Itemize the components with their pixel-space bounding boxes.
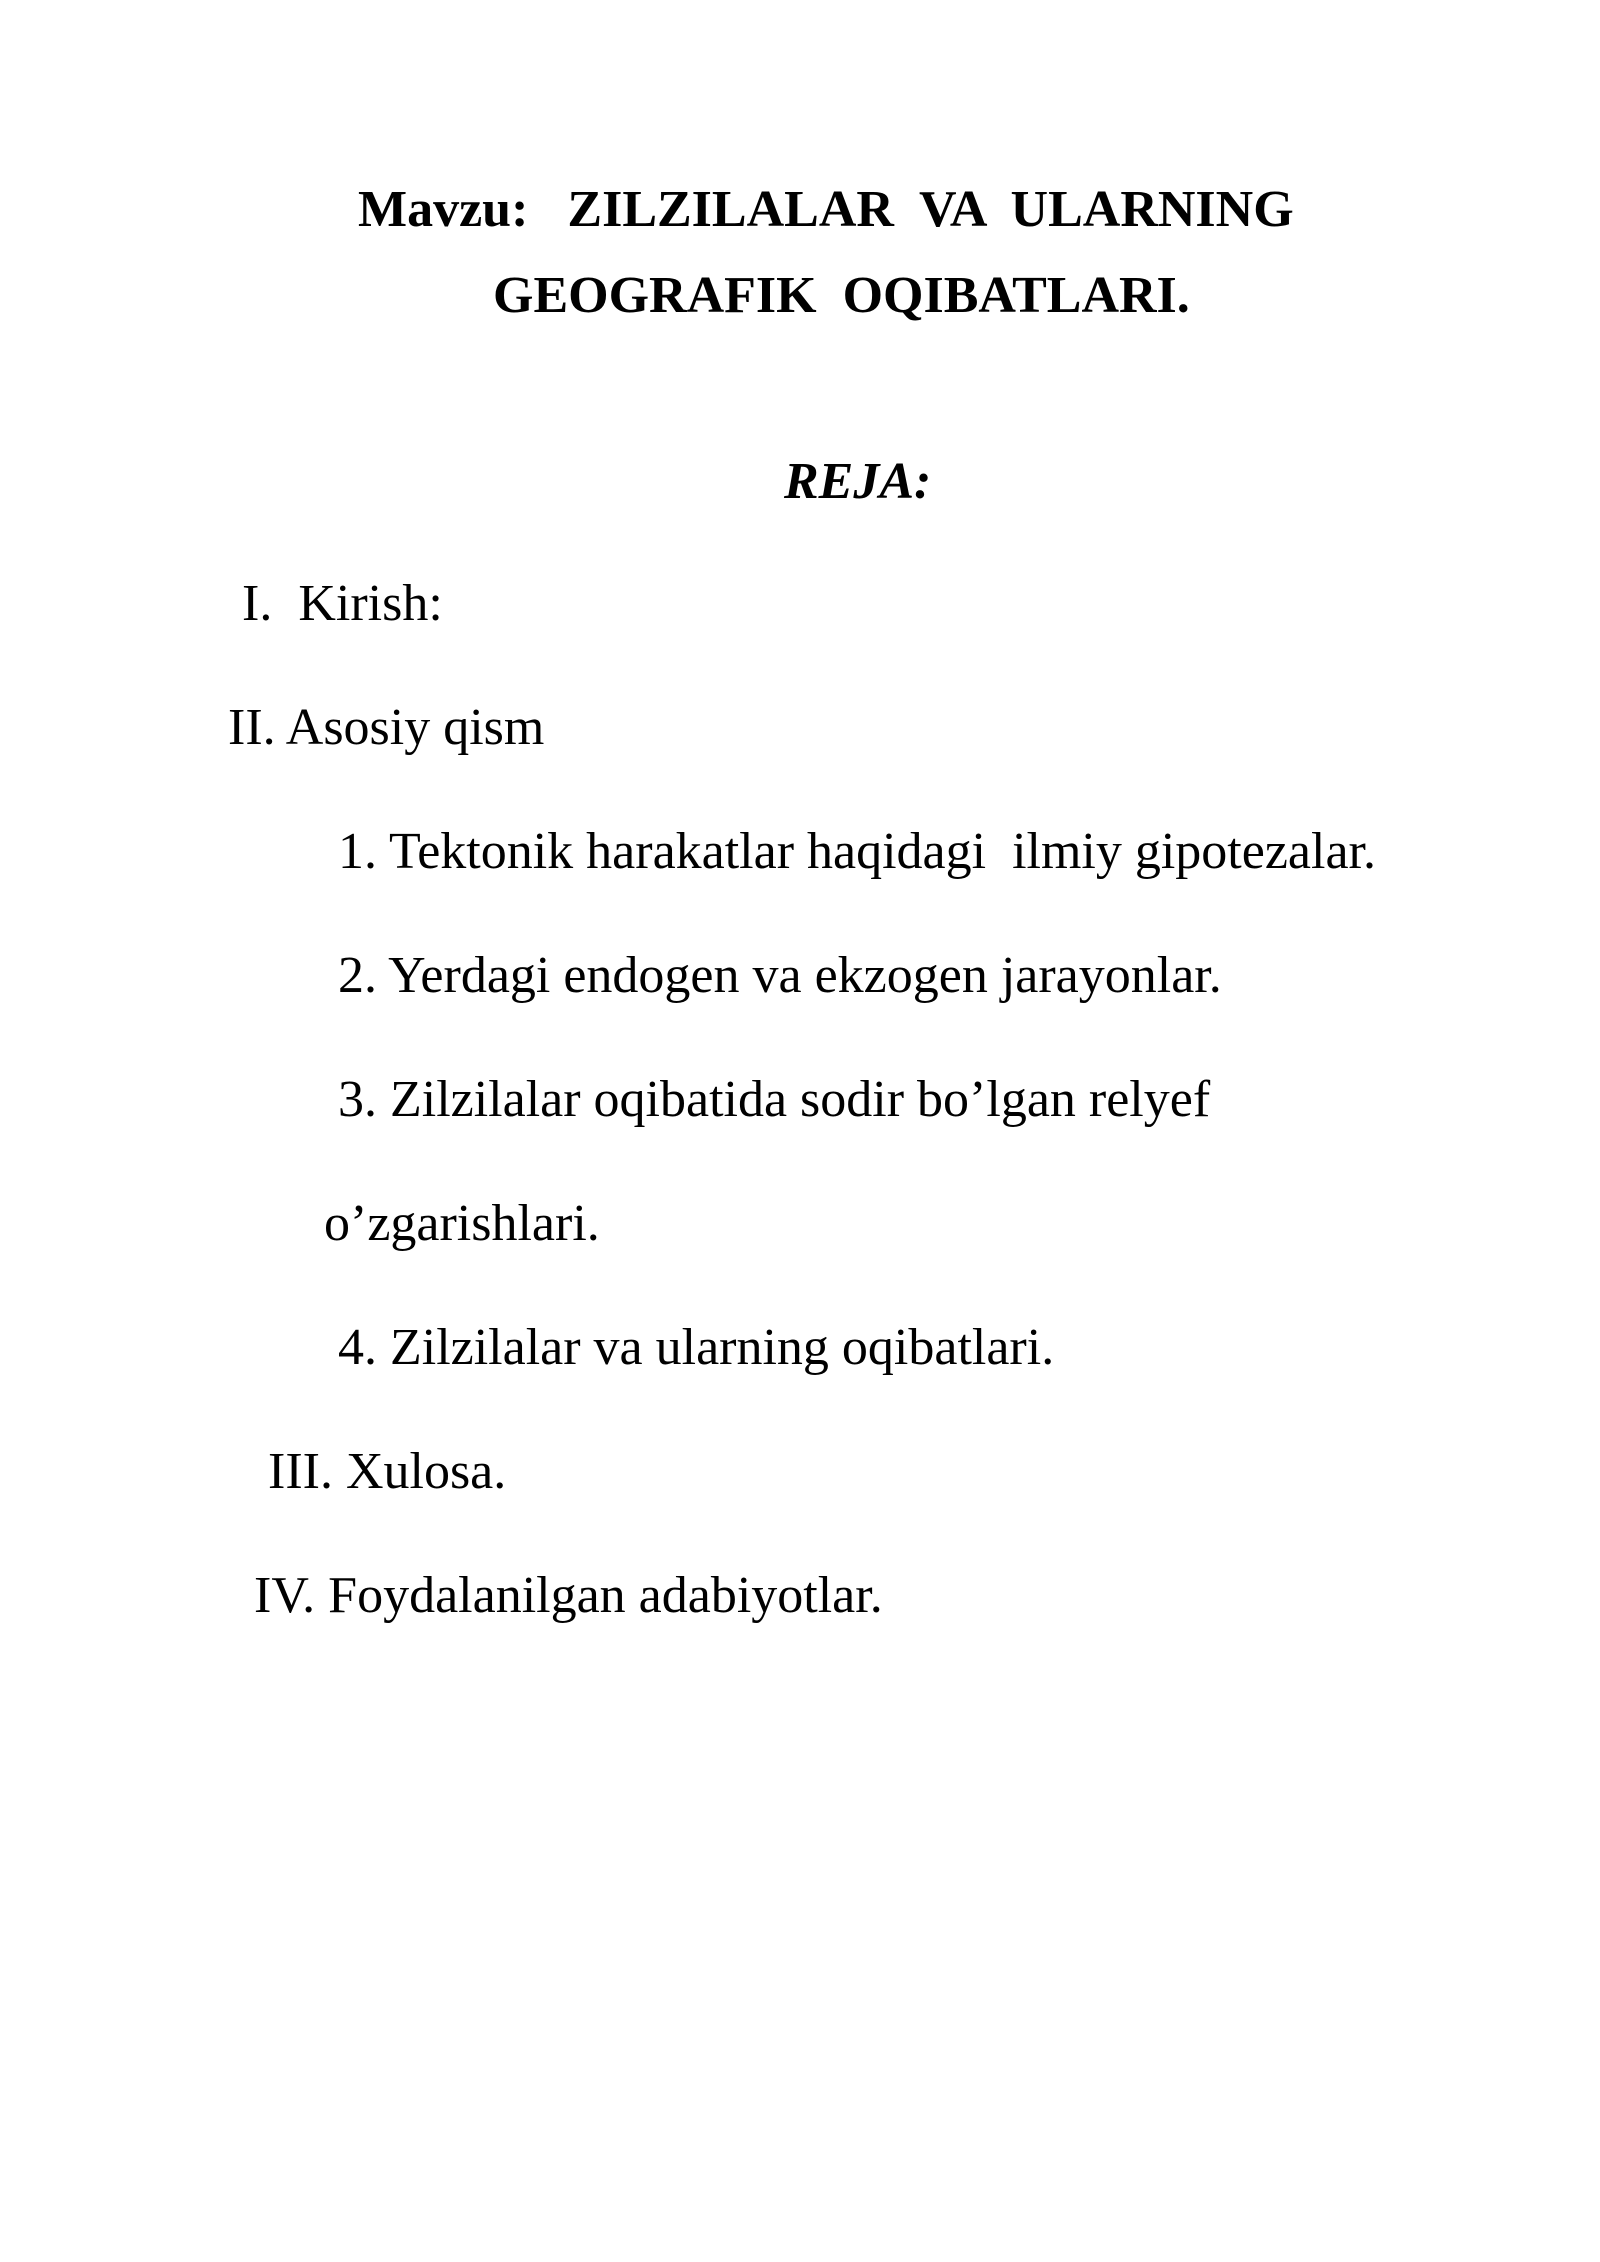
plan-subitem-3-continued: o’zgarishlari. <box>324 1195 600 1252</box>
plan-item-main: II. Asosiy qism <box>228 699 545 756</box>
plan-heading: REJA: <box>784 453 932 510</box>
plan-subitem-4: 4. Zilzilalar va ularning oqibatlari. <box>338 1319 1055 1376</box>
plan-item-conclusion: III. Xulosa. <box>268 1443 507 1500</box>
plan-subitem-1: 1. Tektonik harakatlar haqidagi ilmiy gipotezalar. <box>338 823 1376 880</box>
plan-item-intro: I. Kirish: <box>242 575 443 632</box>
title-line-1: Mavzu: ZILZILALAR VA ULARNING <box>358 181 1294 238</box>
plan-subitem-2: 2. Yerdagi endogen va ekzogen jarayonlar. <box>338 947 1222 1004</box>
plan-item-references: IV. Foydalanilgan adabiyotlar. <box>254 1567 883 1624</box>
title-line-2: GEOGRAFIK OQIBATLARI. <box>493 267 1190 324</box>
plan-subitem-3: 3. Zilzilalar oqibatida sodir bo’lgan relyef <box>338 1071 1211 1128</box>
